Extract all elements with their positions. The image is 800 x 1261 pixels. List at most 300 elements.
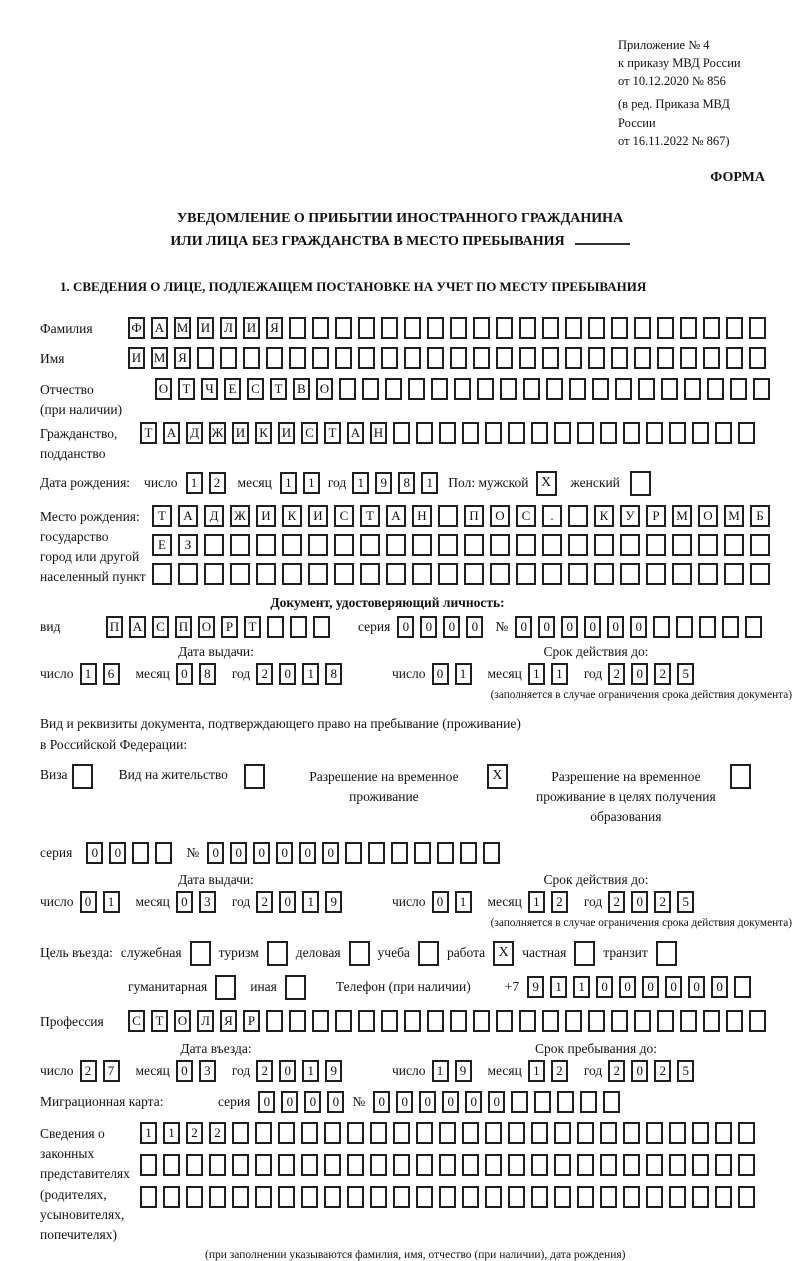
char-cell[interactable]: 1 xyxy=(302,1060,319,1082)
char-cell[interactable] xyxy=(360,563,380,585)
char-cell[interactable] xyxy=(485,422,502,444)
char-cell[interactable]: 0 xyxy=(631,1060,648,1082)
char-cell[interactable] xyxy=(416,1154,433,1176)
char-cell[interactable] xyxy=(698,563,718,585)
char-cell[interactable] xyxy=(454,378,471,400)
sex-male-checkbox[interactable]: X xyxy=(536,471,557,496)
purpose-other-checkbox[interactable] xyxy=(285,975,306,1000)
purpose-work-checkbox[interactable]: X xyxy=(493,941,514,966)
char-cell[interactable]: О xyxy=(490,505,510,527)
char-cell[interactable] xyxy=(412,563,432,585)
char-cell[interactable]: 8 xyxy=(199,663,216,685)
char-cell[interactable]: 0 xyxy=(432,891,449,913)
char-cell[interactable] xyxy=(588,347,605,369)
char-cell[interactable] xyxy=(473,347,490,369)
char-cell[interactable] xyxy=(496,1010,513,1032)
char-cell[interactable]: 0 xyxy=(176,663,193,685)
char-cell[interactable] xyxy=(715,422,732,444)
char-cell[interactable] xyxy=(577,1122,594,1144)
char-cell[interactable]: 0 xyxy=(442,1091,459,1113)
char-cell[interactable] xyxy=(554,1186,571,1208)
char-cell[interactable] xyxy=(750,563,770,585)
char-cell[interactable]: 0 xyxy=(322,842,339,864)
char-cell[interactable] xyxy=(335,347,352,369)
char-cell[interactable] xyxy=(313,616,330,638)
char-cell[interactable] xyxy=(669,422,686,444)
char-cell[interactable] xyxy=(335,1010,352,1032)
char-cell[interactable] xyxy=(256,534,276,556)
char-cell[interactable]: 5 xyxy=(677,891,694,913)
char-cell[interactable] xyxy=(381,347,398,369)
char-cell[interactable]: С xyxy=(301,422,318,444)
sex-female-checkbox[interactable] xyxy=(630,471,651,496)
char-cell[interactable] xyxy=(699,616,716,638)
char-cell[interactable]: 1 xyxy=(103,891,120,913)
char-cell[interactable] xyxy=(370,1122,387,1144)
char-cell[interactable]: 0 xyxy=(538,616,555,638)
char-cell[interactable] xyxy=(669,1154,686,1176)
char-cell[interactable] xyxy=(431,378,448,400)
char-cell[interactable]: 9 xyxy=(455,1060,472,1082)
char-cell[interactable] xyxy=(439,1186,456,1208)
char-cell[interactable]: 0 xyxy=(711,976,728,998)
char-cell[interactable] xyxy=(230,534,250,556)
char-cell[interactable] xyxy=(588,317,605,339)
char-cell[interactable] xyxy=(412,534,432,556)
char-cell[interactable] xyxy=(334,534,354,556)
char-cell[interactable]: 2 xyxy=(256,891,273,913)
char-cell[interactable] xyxy=(278,1154,295,1176)
char-cell[interactable] xyxy=(726,1010,743,1032)
char-cell[interactable]: Ж xyxy=(209,422,226,444)
char-cell[interactable]: 0 xyxy=(596,976,613,998)
char-cell[interactable]: Е xyxy=(152,534,172,556)
char-cell[interactable]: И xyxy=(232,422,249,444)
char-cell[interactable]: 0 xyxy=(276,842,293,864)
char-cell[interactable]: 0 xyxy=(561,616,578,638)
char-cell[interactable] xyxy=(255,1122,272,1144)
char-cell[interactable] xyxy=(464,534,484,556)
char-cell[interactable] xyxy=(358,1010,375,1032)
char-cell[interactable] xyxy=(646,534,666,556)
char-cell[interactable]: 2 xyxy=(654,1060,671,1082)
char-cell[interactable] xyxy=(568,534,588,556)
char-cell[interactable] xyxy=(324,1186,341,1208)
char-cell[interactable]: 0 xyxy=(176,891,193,913)
char-cell[interactable]: 1 xyxy=(573,976,590,998)
char-cell[interactable] xyxy=(462,1186,479,1208)
char-cell[interactable]: Р xyxy=(646,505,666,527)
char-cell[interactable] xyxy=(186,1186,203,1208)
char-cell[interactable]: 9 xyxy=(527,976,544,998)
char-cell[interactable]: 2 xyxy=(551,1060,568,1082)
char-cell[interactable]: 1 xyxy=(163,1122,180,1144)
char-cell[interactable] xyxy=(301,1122,318,1144)
char-cell[interactable] xyxy=(657,1010,674,1032)
char-cell[interactable] xyxy=(163,1186,180,1208)
char-cell[interactable] xyxy=(209,1154,226,1176)
char-cell[interactable] xyxy=(516,563,536,585)
char-cell[interactable]: Ж xyxy=(230,505,250,527)
char-cell[interactable] xyxy=(393,1186,410,1208)
char-cell[interactable] xyxy=(569,378,586,400)
char-cell[interactable]: 0 xyxy=(279,891,296,913)
char-cell[interactable]: 0 xyxy=(665,976,682,998)
char-cell[interactable]: 2 xyxy=(608,891,625,913)
char-cell[interactable] xyxy=(620,534,640,556)
char-cell[interactable]: 1 xyxy=(352,472,369,494)
char-cell[interactable]: М xyxy=(672,505,692,527)
purpose-humanitarian-checkbox[interactable] xyxy=(215,975,236,1000)
char-cell[interactable]: Т xyxy=(324,422,341,444)
char-cell[interactable]: 0 xyxy=(176,1060,193,1082)
char-cell[interactable] xyxy=(615,378,632,400)
char-cell[interactable]: М xyxy=(724,505,744,527)
char-cell[interactable] xyxy=(508,1122,525,1144)
char-cell[interactable]: О xyxy=(198,616,215,638)
char-cell[interactable]: 1 xyxy=(280,472,297,494)
char-cell[interactable] xyxy=(661,378,678,400)
char-cell[interactable]: 1 xyxy=(421,472,438,494)
char-cell[interactable] xyxy=(519,1010,536,1032)
char-cell[interactable] xyxy=(703,317,720,339)
char-cell[interactable]: И xyxy=(243,317,260,339)
char-cell[interactable]: 1 xyxy=(186,472,203,494)
char-cell[interactable] xyxy=(312,317,329,339)
char-cell[interactable]: 2 xyxy=(256,1060,273,1082)
char-cell[interactable]: 0 xyxy=(279,1060,296,1082)
char-cell[interactable]: 2 xyxy=(608,1060,625,1082)
char-cell[interactable]: 2 xyxy=(186,1122,203,1144)
char-cell[interactable] xyxy=(256,563,276,585)
char-cell[interactable]: О xyxy=(174,1010,191,1032)
char-cell[interactable] xyxy=(450,347,467,369)
char-cell[interactable] xyxy=(542,1010,559,1032)
residence-permit-checkbox[interactable] xyxy=(244,764,265,789)
char-cell[interactable] xyxy=(462,1122,479,1144)
char-cell[interactable]: 0 xyxy=(279,663,296,685)
char-cell[interactable] xyxy=(519,347,536,369)
char-cell[interactable]: О xyxy=(316,378,333,400)
char-cell[interactable] xyxy=(385,378,402,400)
char-cell[interactable] xyxy=(178,563,198,585)
char-cell[interactable] xyxy=(726,347,743,369)
char-cell[interactable] xyxy=(657,317,674,339)
char-cell[interactable]: И xyxy=(308,505,328,527)
char-cell[interactable] xyxy=(266,1010,283,1032)
char-cell[interactable]: 9 xyxy=(325,1060,342,1082)
char-cell[interactable]: 1 xyxy=(303,472,320,494)
char-cell[interactable]: 1 xyxy=(528,891,545,913)
char-cell[interactable]: 2 xyxy=(654,663,671,685)
char-cell[interactable]: А xyxy=(386,505,406,527)
char-cell[interactable] xyxy=(698,534,718,556)
char-cell[interactable] xyxy=(339,378,356,400)
char-cell[interactable] xyxy=(485,1186,502,1208)
char-cell[interactable]: 2 xyxy=(209,1122,226,1144)
char-cell[interactable] xyxy=(726,317,743,339)
char-cell[interactable] xyxy=(381,1010,398,1032)
char-cell[interactable] xyxy=(542,534,562,556)
char-cell[interactable]: 3 xyxy=(199,891,216,913)
char-cell[interactable] xyxy=(634,1010,651,1032)
char-cell[interactable] xyxy=(707,378,724,400)
char-cell[interactable] xyxy=(381,317,398,339)
char-cell[interactable] xyxy=(646,422,663,444)
char-cell[interactable]: 5 xyxy=(677,663,694,685)
char-cell[interactable] xyxy=(730,378,747,400)
char-cell[interactable]: Д xyxy=(186,422,203,444)
char-cell[interactable]: Т xyxy=(152,505,172,527)
char-cell[interactable]: А xyxy=(151,317,168,339)
char-cell[interactable]: И xyxy=(197,317,214,339)
char-cell[interactable] xyxy=(450,1010,467,1032)
char-cell[interactable] xyxy=(140,1154,157,1176)
char-cell[interactable] xyxy=(427,317,444,339)
char-cell[interactable] xyxy=(523,378,540,400)
char-cell[interactable] xyxy=(646,1154,663,1176)
char-cell[interactable]: П xyxy=(175,616,192,638)
visa-checkbox[interactable] xyxy=(72,764,93,789)
char-cell[interactable] xyxy=(360,534,380,556)
char-cell[interactable] xyxy=(531,1154,548,1176)
char-cell[interactable]: А xyxy=(178,505,198,527)
char-cell[interactable] xyxy=(358,347,375,369)
char-cell[interactable] xyxy=(155,842,172,864)
char-cell[interactable]: 0 xyxy=(299,842,316,864)
char-cell[interactable]: 6 xyxy=(103,663,120,685)
char-cell[interactable] xyxy=(362,378,379,400)
char-cell[interactable]: . xyxy=(542,505,562,527)
char-cell[interactable]: С xyxy=(128,1010,145,1032)
char-cell[interactable]: 0 xyxy=(465,1091,482,1113)
char-cell[interactable] xyxy=(745,616,762,638)
purpose-study-checkbox[interactable] xyxy=(418,941,439,966)
char-cell[interactable]: 0 xyxy=(488,1091,505,1113)
char-cell[interactable]: 0 xyxy=(432,663,449,685)
char-cell[interactable] xyxy=(347,1122,364,1144)
char-cell[interactable]: 0 xyxy=(327,1091,344,1113)
char-cell[interactable] xyxy=(749,1010,766,1032)
char-cell[interactable] xyxy=(565,1010,582,1032)
temp-residence-permit-checkbox[interactable]: X xyxy=(487,764,508,789)
char-cell[interactable] xyxy=(308,534,328,556)
char-cell[interactable] xyxy=(334,563,354,585)
char-cell[interactable] xyxy=(308,563,328,585)
char-cell[interactable]: 1 xyxy=(528,663,545,685)
char-cell[interactable]: 0 xyxy=(304,1091,321,1113)
char-cell[interactable]: 0 xyxy=(420,616,437,638)
char-cell[interactable] xyxy=(531,422,548,444)
char-cell[interactable]: П xyxy=(106,616,123,638)
char-cell[interactable]: С xyxy=(152,616,169,638)
char-cell[interactable] xyxy=(546,378,563,400)
char-cell[interactable] xyxy=(232,1122,249,1144)
char-cell[interactable]: И xyxy=(278,422,295,444)
char-cell[interactable] xyxy=(611,347,628,369)
char-cell[interactable] xyxy=(416,422,433,444)
char-cell[interactable] xyxy=(565,317,582,339)
char-cell[interactable] xyxy=(669,1122,686,1144)
char-cell[interactable] xyxy=(508,1154,525,1176)
char-cell[interactable] xyxy=(255,1154,272,1176)
char-cell[interactable] xyxy=(404,1010,421,1032)
char-cell[interactable]: 0 xyxy=(642,976,659,998)
char-cell[interactable] xyxy=(750,534,770,556)
char-cell[interactable] xyxy=(568,563,588,585)
char-cell[interactable] xyxy=(738,422,755,444)
char-cell[interactable]: Ф xyxy=(128,317,145,339)
char-cell[interactable]: О xyxy=(155,378,172,400)
char-cell[interactable] xyxy=(565,347,582,369)
char-cell[interactable] xyxy=(370,1186,387,1208)
char-cell[interactable]: Т xyxy=(151,1010,168,1032)
char-cell[interactable] xyxy=(439,422,456,444)
char-cell[interactable] xyxy=(312,1010,329,1032)
char-cell[interactable]: 2 xyxy=(551,891,568,913)
char-cell[interactable] xyxy=(542,347,559,369)
char-cell[interactable]: Я xyxy=(220,1010,237,1032)
char-cell[interactable]: 0 xyxy=(258,1091,275,1113)
char-cell[interactable]: Т xyxy=(244,616,261,638)
char-cell[interactable]: 1 xyxy=(551,663,568,685)
char-cell[interactable] xyxy=(404,347,421,369)
char-cell[interactable]: 1 xyxy=(432,1060,449,1082)
char-cell[interactable]: Т xyxy=(360,505,380,527)
char-cell[interactable] xyxy=(623,1122,640,1144)
char-cell[interactable] xyxy=(439,1122,456,1144)
char-cell[interactable] xyxy=(653,616,670,638)
char-cell[interactable]: 0 xyxy=(109,842,126,864)
char-cell[interactable] xyxy=(554,422,571,444)
char-cell[interactable]: К xyxy=(594,505,614,527)
char-cell[interactable] xyxy=(163,1154,180,1176)
char-cell[interactable]: 2 xyxy=(209,472,226,494)
char-cell[interactable] xyxy=(255,1186,272,1208)
char-cell[interactable] xyxy=(516,534,536,556)
char-cell[interactable] xyxy=(220,347,237,369)
char-cell[interactable] xyxy=(391,842,408,864)
char-cell[interactable] xyxy=(232,1186,249,1208)
char-cell[interactable] xyxy=(500,378,517,400)
char-cell[interactable]: 2 xyxy=(654,891,671,913)
char-cell[interactable]: Н xyxy=(370,422,387,444)
char-cell[interactable]: Т xyxy=(270,378,287,400)
char-cell[interactable]: С xyxy=(334,505,354,527)
char-cell[interactable]: Е xyxy=(224,378,241,400)
purpose-official-checkbox[interactable] xyxy=(190,941,211,966)
char-cell[interactable]: 9 xyxy=(375,472,392,494)
char-cell[interactable] xyxy=(568,505,588,527)
char-cell[interactable]: 1 xyxy=(80,663,97,685)
char-cell[interactable] xyxy=(738,1122,755,1144)
char-cell[interactable] xyxy=(620,563,640,585)
char-cell[interactable] xyxy=(266,347,283,369)
char-cell[interactable] xyxy=(603,1091,620,1113)
char-cell[interactable] xyxy=(460,842,477,864)
char-cell[interactable] xyxy=(554,1122,571,1144)
char-cell[interactable]: 0 xyxy=(230,842,247,864)
char-cell[interactable] xyxy=(680,347,697,369)
char-cell[interactable] xyxy=(204,563,224,585)
char-cell[interactable] xyxy=(749,317,766,339)
char-cell[interactable] xyxy=(289,347,306,369)
char-cell[interactable]: Я xyxy=(174,347,191,369)
char-cell[interactable]: Л xyxy=(220,317,237,339)
char-cell[interactable] xyxy=(289,1010,306,1032)
char-cell[interactable] xyxy=(724,563,744,585)
char-cell[interactable] xyxy=(450,317,467,339)
char-cell[interactable]: Т xyxy=(178,378,195,400)
char-cell[interactable] xyxy=(324,1122,341,1144)
char-cell[interactable] xyxy=(724,534,744,556)
char-cell[interactable] xyxy=(414,842,431,864)
char-cell[interactable] xyxy=(462,422,479,444)
char-cell[interactable]: 7 xyxy=(103,1060,120,1082)
char-cell[interactable] xyxy=(638,378,655,400)
char-cell[interactable] xyxy=(386,534,406,556)
char-cell[interactable]: Я xyxy=(266,317,283,339)
char-cell[interactable]: В xyxy=(293,378,310,400)
char-cell[interactable]: И xyxy=(128,347,145,369)
char-cell[interactable]: М xyxy=(174,317,191,339)
char-cell[interactable] xyxy=(439,1154,456,1176)
char-cell[interactable] xyxy=(282,563,302,585)
char-cell[interactable] xyxy=(496,347,513,369)
char-cell[interactable]: 0 xyxy=(281,1091,298,1113)
char-cell[interactable] xyxy=(600,422,617,444)
char-cell[interactable]: З xyxy=(178,534,198,556)
purpose-business-checkbox[interactable] xyxy=(349,941,370,966)
char-cell[interactable] xyxy=(301,1154,318,1176)
char-cell[interactable] xyxy=(676,616,693,638)
char-cell[interactable] xyxy=(580,1091,597,1113)
char-cell[interactable] xyxy=(132,842,149,864)
char-cell[interactable] xyxy=(416,1122,433,1144)
char-cell[interactable] xyxy=(715,1186,732,1208)
char-cell[interactable]: К xyxy=(255,422,272,444)
char-cell[interactable] xyxy=(368,842,385,864)
char-cell[interactable]: 1 xyxy=(140,1122,157,1144)
char-cell[interactable] xyxy=(386,563,406,585)
char-cell[interactable] xyxy=(672,534,692,556)
char-cell[interactable]: С xyxy=(247,378,264,400)
char-cell[interactable] xyxy=(404,317,421,339)
char-cell[interactable]: 0 xyxy=(688,976,705,998)
char-cell[interactable] xyxy=(672,563,692,585)
char-cell[interactable]: Н xyxy=(412,505,432,527)
char-cell[interactable] xyxy=(427,347,444,369)
char-cell[interactable] xyxy=(680,317,697,339)
char-cell[interactable] xyxy=(634,347,651,369)
char-cell[interactable]: 1 xyxy=(550,976,567,998)
char-cell[interactable] xyxy=(738,1154,755,1176)
char-cell[interactable] xyxy=(335,317,352,339)
char-cell[interactable] xyxy=(393,1154,410,1176)
char-cell[interactable] xyxy=(508,1186,525,1208)
purpose-tourism-checkbox[interactable] xyxy=(267,941,288,966)
char-cell[interactable] xyxy=(438,534,458,556)
char-cell[interactable] xyxy=(490,563,510,585)
char-cell[interactable] xyxy=(577,422,594,444)
char-cell[interactable] xyxy=(577,1186,594,1208)
char-cell[interactable] xyxy=(243,347,260,369)
char-cell[interactable] xyxy=(531,1186,548,1208)
char-cell[interactable]: 1 xyxy=(302,663,319,685)
char-cell[interactable] xyxy=(232,1154,249,1176)
char-cell[interactable] xyxy=(370,1154,387,1176)
char-cell[interactable] xyxy=(715,1122,732,1144)
